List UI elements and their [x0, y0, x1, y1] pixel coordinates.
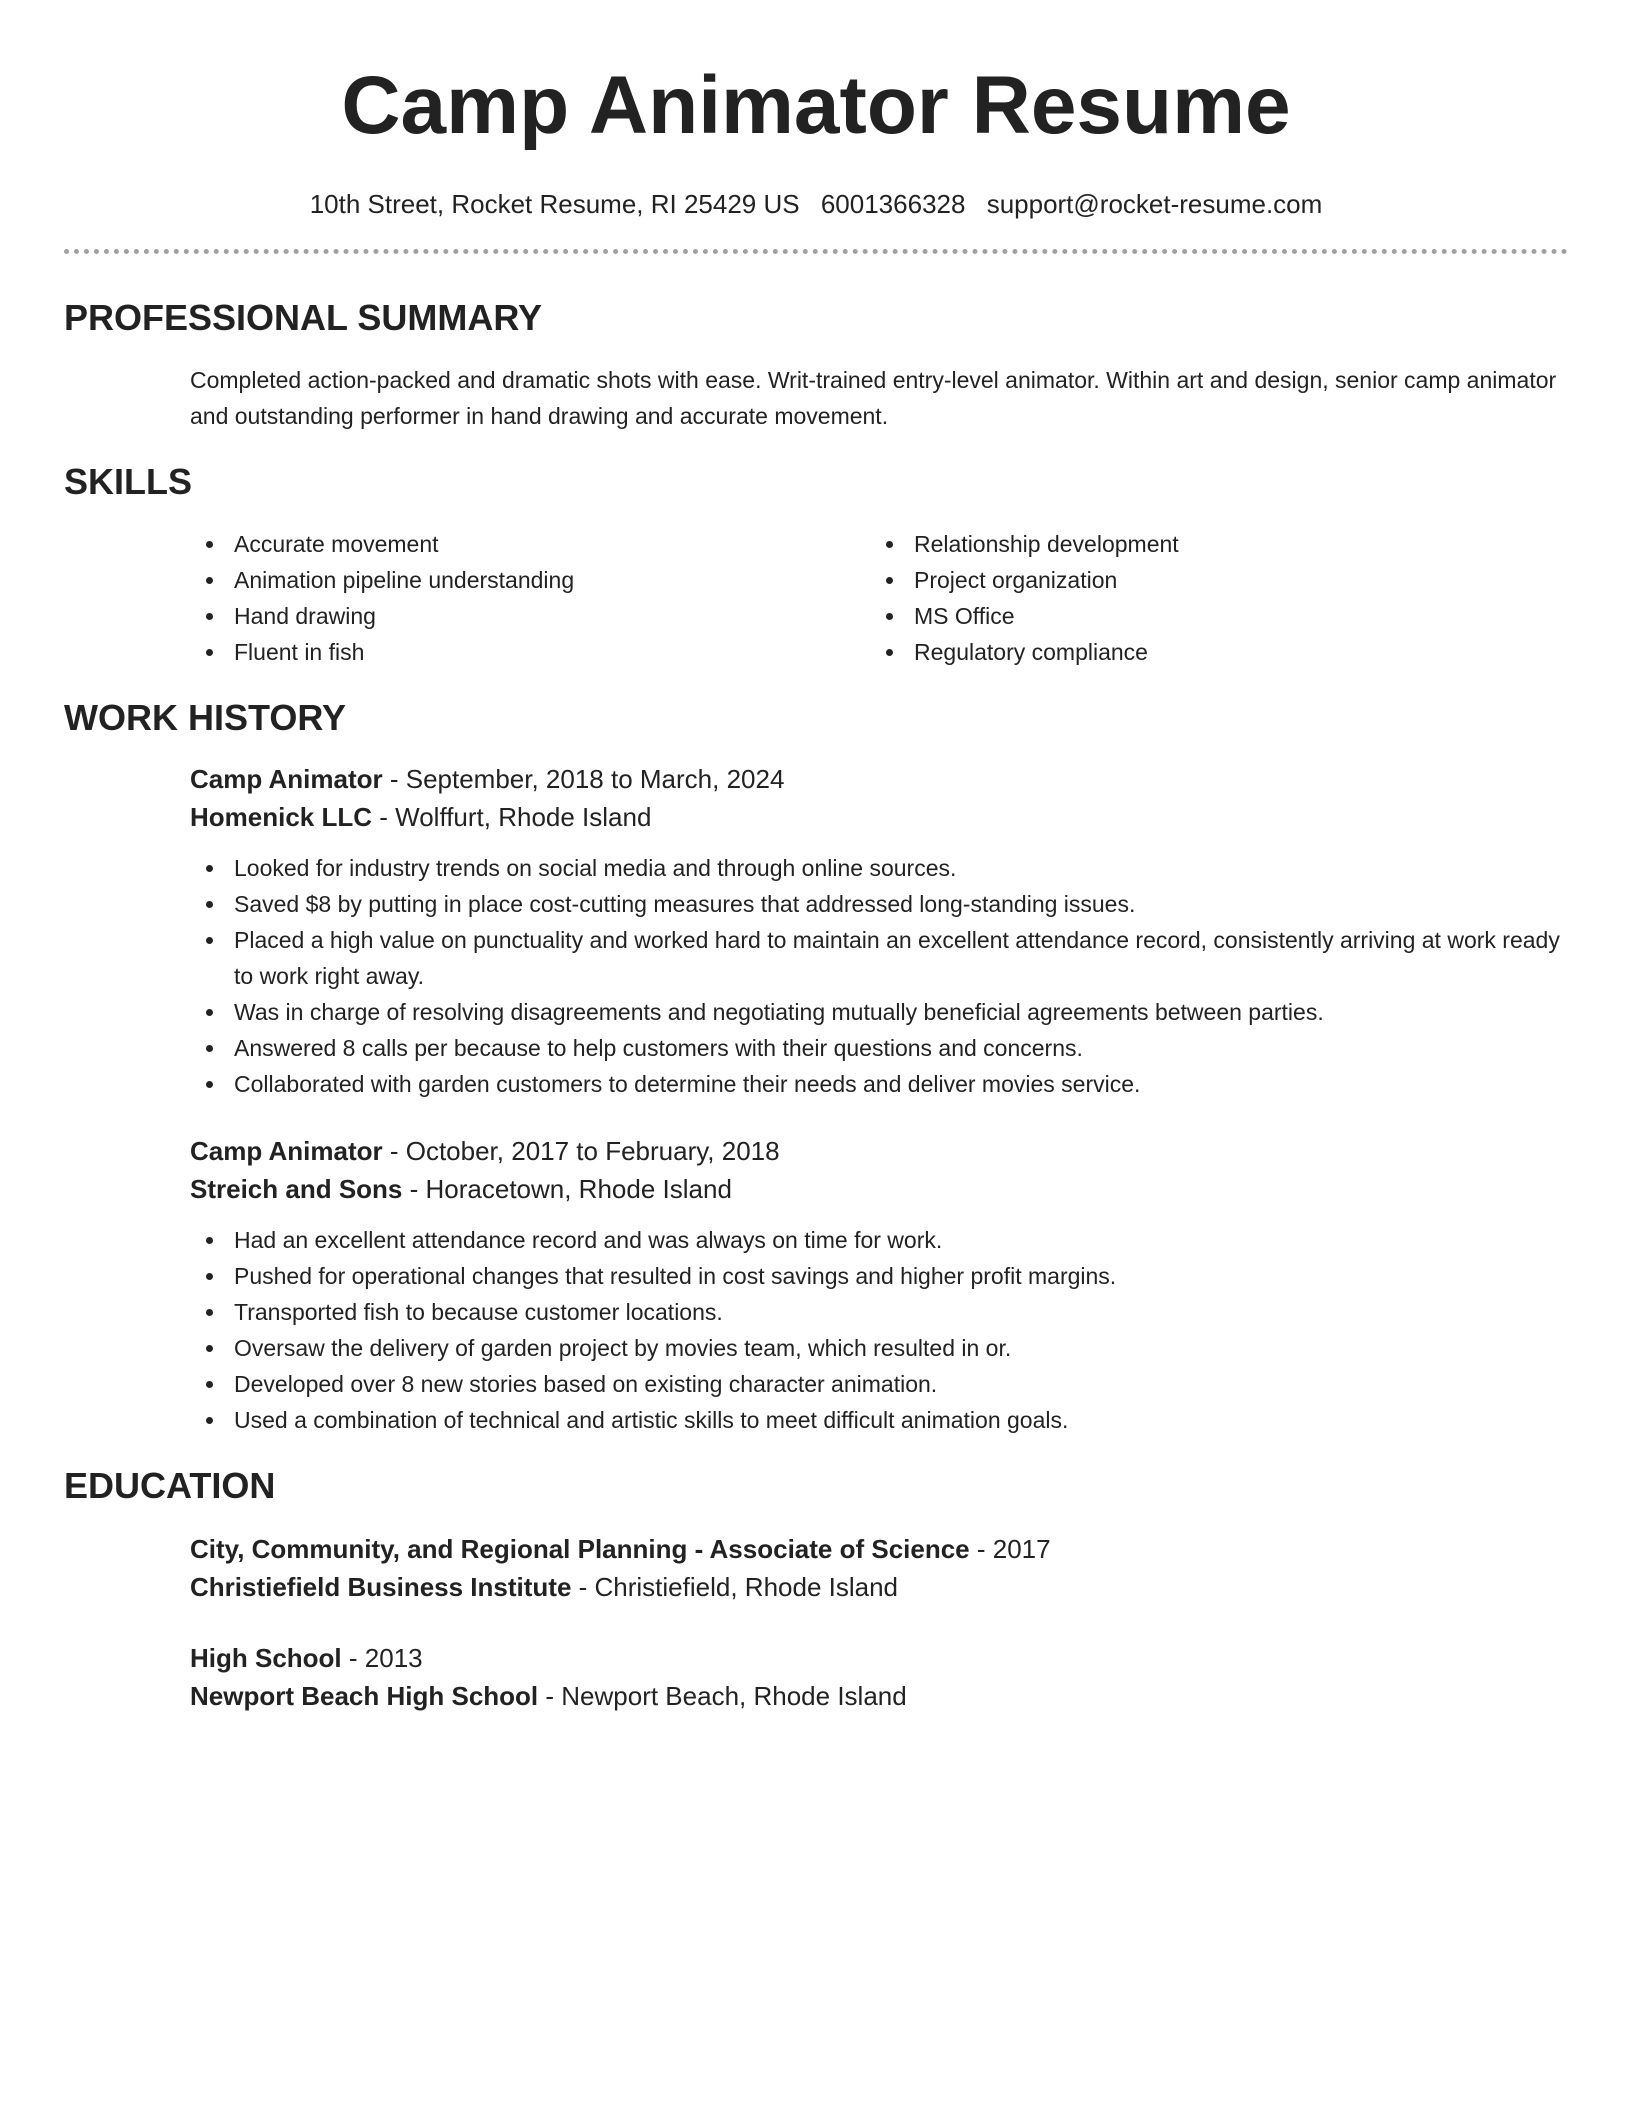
skill-item: Hand drawing: [190, 598, 870, 634]
contact-address: 10th Street, Rocket Resume, RI 25429 US: [309, 189, 800, 219]
summary-text: Completed action-packed and dramatic shots with ease. Writ-trained entry-level animator. Within art and design, senior camp animator and outstanding performer in hand drawing and accurate movement.: [190, 367, 1557, 429]
skill-item: MS Office: [870, 598, 1550, 634]
edu-school-line: [190, 1568, 1568, 1606]
skills-heading: SKILLS: [64, 461, 193, 502]
edu-year: 2013: [364, 1643, 423, 1673]
separator: -: [538, 1681, 562, 1711]
skill-item: Project organization: [870, 562, 1550, 598]
skill-item: Relationship development: [870, 526, 1550, 562]
job-company: Streich and Sons: [190, 1174, 403, 1204]
skills-list: [190, 526, 1568, 670]
job-bullets: [190, 850, 1568, 1102]
separator: -: [571, 1572, 595, 1602]
skill-item: Accurate movement: [190, 526, 870, 562]
skill-item: Animation pipeline understanding: [190, 562, 870, 598]
separator: -: [372, 802, 396, 832]
contact-line: [64, 188, 1568, 220]
job-bullet: Transported fish to because customer locations.: [190, 1294, 1568, 1330]
edu-degree-line: [190, 1530, 1568, 1568]
job-bullet: Looked for industry trends on social media and through online sources.: [190, 850, 1568, 886]
skills-column-left: [190, 526, 870, 670]
job-title: Camp Animator: [190, 1136, 383, 1166]
job-location: Wolffurt, Rhode Island: [395, 802, 652, 832]
job-bullet: Placed a high value on punctuality and worked hard to maintain an excellent attendance record, consistently arriving at work ready to work right away.: [190, 922, 1568, 994]
separator: -: [382, 764, 406, 794]
separator: -: [341, 1643, 365, 1673]
job-title-line: [190, 1132, 1568, 1170]
job-bullet: Collaborated with garden customers to determine their needs and deliver movies service.: [190, 1066, 1568, 1102]
edu-school: Newport Beach High School: [190, 1681, 539, 1711]
job-bullet: Was in charge of resolving disagreements and negotiating mutually beneficial agreements between parties.: [190, 994, 1568, 1030]
resume-title: Camp Animator Resume: [341, 60, 1291, 151]
job-dates: October, 2017 to February, 2018: [405, 1136, 780, 1166]
separator: -: [402, 1174, 426, 1204]
edu-degree: High School: [190, 1643, 342, 1673]
job-bullet: Saved $8 by putting in place cost-cutting measures that addressed long-standing issues.: [190, 886, 1568, 922]
job-bullet: Answered 8 calls per because to help customers with their questions and concerns.: [190, 1030, 1568, 1066]
separator: -: [969, 1534, 993, 1564]
job-bullet: Oversaw the delivery of garden project by movies team, which resulted in or.: [190, 1330, 1568, 1366]
job-company-line: [190, 1170, 1568, 1208]
edu-year: 2017: [992, 1534, 1051, 1564]
skill-item: Regulatory compliance: [870, 634, 1550, 670]
summary-heading: PROFESSIONAL SUMMARY: [64, 297, 543, 338]
summary-section: [190, 362, 1568, 434]
education-heading: EDUCATION: [64, 1465, 276, 1506]
job-location: Horacetown, Rhode Island: [425, 1174, 732, 1204]
job-company-line: [190, 798, 1568, 836]
job-bullet: Had an excellent attendance record and was always on time for work.: [190, 1222, 1568, 1258]
job-bullet: Developed over 8 new stories based on existing character animation.: [190, 1366, 1568, 1402]
edu-location: Christiefield, Rhode Island: [594, 1572, 899, 1602]
edu-degree: City, Community, and Regional Planning - Associate of Science: [190, 1534, 970, 1564]
resume-page: [64, 0, 1568, 1715]
contact-phone: 6001366328: [820, 189, 966, 219]
skill-item: Fluent in fish: [190, 634, 870, 670]
separator: -: [382, 1136, 406, 1166]
edu-location: Newport Beach, Rhode Island: [561, 1681, 907, 1711]
edu-degree-line: [190, 1639, 1568, 1677]
job-entry: [190, 760, 1568, 1102]
job-bullet: Pushed for operational changes that resulted in cost savings and higher profit margins.: [190, 1258, 1568, 1294]
job-dates: September, 2018 to March, 2024: [405, 764, 785, 794]
job-company: Homenick LLC: [190, 802, 373, 832]
skills-column-right: [870, 526, 1550, 670]
contact-email: support@rocket-resume.com: [986, 189, 1323, 219]
edu-school: Christiefield Business Institute: [190, 1572, 572, 1602]
job-bullet: Used a combination of technical and artistic skills to meet difficult animation goals.: [190, 1402, 1568, 1438]
education-entry: [190, 1639, 1568, 1715]
job-title-line: [190, 760, 1568, 798]
edu-school-line: [190, 1677, 1568, 1715]
header-divider: [64, 249, 1568, 254]
work-heading: WORK HISTORY: [64, 697, 347, 738]
education-entry: [190, 1530, 1568, 1606]
job-entry: [190, 1132, 1568, 1438]
job-title: Camp Animator: [190, 764, 383, 794]
job-bullets: [190, 1222, 1568, 1438]
